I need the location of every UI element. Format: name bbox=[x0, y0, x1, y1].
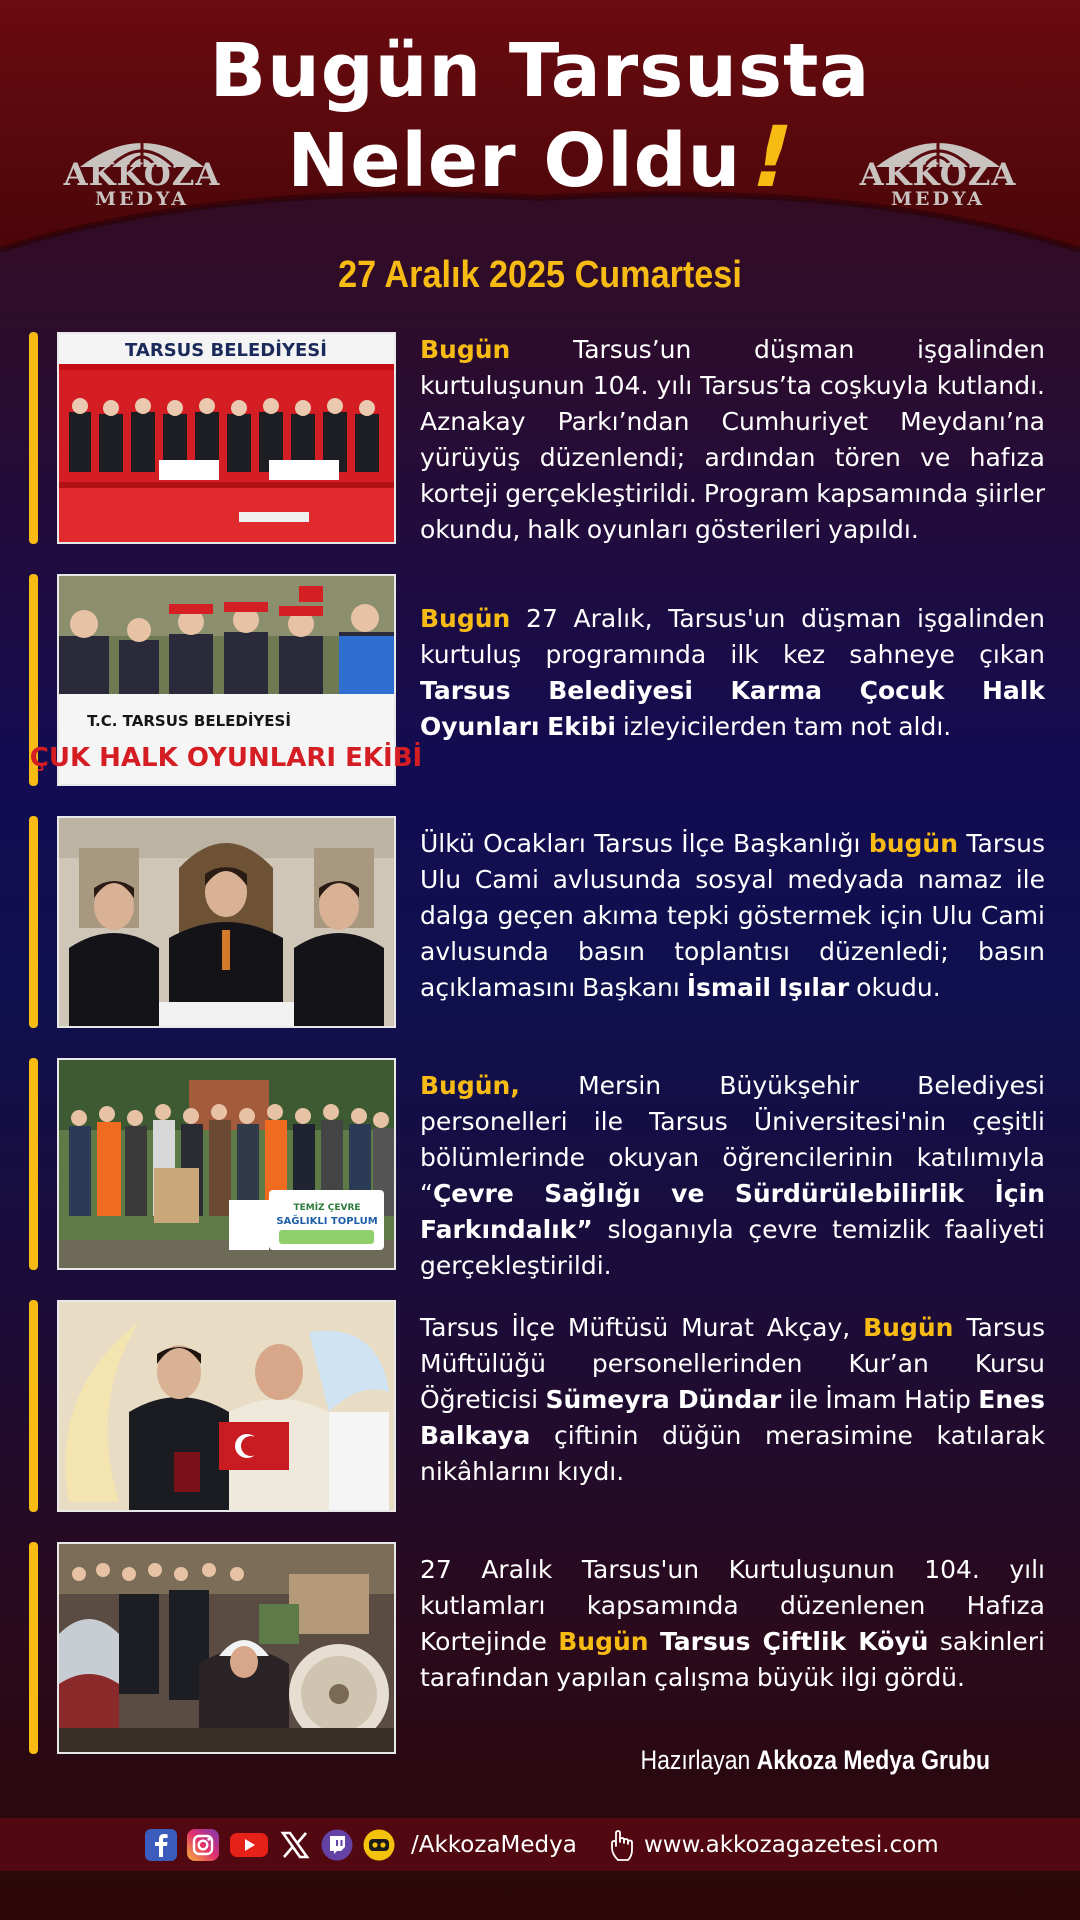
news-accent-bar bbox=[29, 1058, 38, 1270]
website-link[interactable] bbox=[608, 1828, 939, 1862]
news-body: Ülkü Ocakları Tarsus İlçe Başkanlığı bbox=[420, 829, 869, 858]
news-highlight: bugün bbox=[868, 829, 959, 858]
news-bold: Sümeyra Dündar bbox=[545, 1385, 782, 1414]
photo-sign-line-2: SAĞLIKLI TOPLUM bbox=[276, 1216, 378, 1227]
news-bold: Çevre Sağlığı ve Sürdürülebilirlik İçin Farkındalık” bbox=[420, 1179, 1045, 1244]
akkoza-logo-left bbox=[60, 125, 224, 215]
news-body: Mersin Büyükşehir Belediyesi personelleri ile Tarsus Üniversitesi'nin çeşitli bölümlerinde okuyan öğrencilerinin katılımıyla “ bbox=[420, 1071, 1045, 1208]
footer-bar bbox=[0, 1818, 1080, 1871]
news-body: ile İmam Hatip bbox=[781, 1385, 979, 1414]
photo-banner-bottom: ÇUK HALK OYUNLARI EKİBİ bbox=[29, 743, 423, 773]
header bbox=[0, 0, 1080, 275]
news-item bbox=[0, 1300, 1080, 1512]
pointer-hand-icon bbox=[608, 1828, 638, 1862]
credit-name: Akkoza Medya Grubu bbox=[756, 1745, 990, 1775]
news-body: sakinleri tarafından yapılan çalışma büyük ilgi gördü. bbox=[420, 1627, 1045, 1692]
news-photo-wedding-ceremony bbox=[57, 1300, 396, 1512]
exclamation-mark: ! bbox=[741, 108, 805, 206]
logo-text-akkoza: AKKOZA bbox=[859, 157, 1017, 193]
news-item bbox=[0, 1542, 1080, 1754]
news-text bbox=[420, 826, 1045, 1006]
news-body bbox=[649, 1627, 660, 1656]
photo-sign-line-1: TEMİZ ÇEVRE bbox=[293, 1203, 361, 1213]
photo-sign-text: TARSUS BELEDİYESİ bbox=[125, 340, 327, 361]
photo-banner-top: T.C. TARSUS BELEDİYESİ bbox=[87, 712, 291, 730]
news-bold: Enes Balkaya bbox=[420, 1385, 1045, 1450]
facebook-icon[interactable] bbox=[145, 1829, 177, 1861]
news-item bbox=[0, 816, 1080, 1028]
title-line-1: Bugün Tarsusta bbox=[209, 28, 871, 114]
news-item bbox=[0, 1058, 1080, 1280]
news-highlight: Bugün bbox=[420, 335, 511, 364]
news-highlight: Bugün bbox=[420, 604, 511, 633]
news-item bbox=[0, 332, 1080, 544]
news-body: okudu. bbox=[849, 973, 941, 1002]
news-body: Tarsus İlçe Müftüsü Murat Akçay, bbox=[420, 1313, 864, 1342]
title-line-2-text: Neler Oldu bbox=[287, 118, 742, 204]
instagram-icon[interactable] bbox=[187, 1829, 219, 1861]
news-bold: Tarsus Belediyesi Karma Çocuk Halk Oyunları Ekibi bbox=[420, 676, 1045, 741]
news-accent-bar bbox=[29, 332, 38, 544]
news-photo-cleanup-group bbox=[57, 1058, 396, 1270]
news-accent-bar bbox=[29, 1542, 38, 1754]
news-body: 27 Aralık, Tarsus'un düşman işgalinden kurtuluş programında ilk kez sahneye çıkan bbox=[420, 604, 1045, 669]
news-body: izleyicilerden tam not aldı. bbox=[615, 712, 952, 741]
logo-text-medya: MEDYA bbox=[890, 188, 986, 210]
news-text bbox=[420, 1552, 1045, 1696]
news-body: Tarsus’un düşman işgalinden kurtuluşunun 104. yılı Tarsus’ta coşkuyla kutlandı. Aznakay Parkı’ndan Cumhuriyet Meydanı’na yürüyüş düzenlendi; ardından tören ve hafıza korteji gerçekleştirildi. Program kapsamında şiirler okundu, halk oyunları gösterileri yapıldı. bbox=[420, 335, 1045, 544]
news-text bbox=[420, 1310, 1045, 1490]
news-text bbox=[420, 601, 1045, 745]
news-highlight: Bugün bbox=[863, 1313, 954, 1342]
website-url[interactable]: www.akkozagazetesi.com bbox=[644, 1832, 939, 1858]
logo-text-akkoza: AKKOZA bbox=[63, 157, 221, 193]
news-body: Tarsus Müftülüğü personellerinden Kur’an Kursu Öğreticisi bbox=[420, 1313, 1045, 1414]
news-accent-bar bbox=[29, 816, 38, 1028]
news-item bbox=[0, 574, 1080, 786]
news-highlight: Bugün, bbox=[420, 1071, 520, 1100]
twitch-icon[interactable] bbox=[321, 1829, 353, 1861]
youtube-icon[interactable] bbox=[229, 1829, 269, 1861]
akkoza-logo-right bbox=[856, 125, 1020, 215]
news-photo-ceremony bbox=[57, 332, 396, 544]
news-text bbox=[420, 332, 1045, 548]
social-handle[interactable]: /AkkozaMedya bbox=[411, 1832, 577, 1858]
date-heading: 27 Aralık 2025 Cumartesi bbox=[338, 254, 742, 296]
news-photo-memory-procession bbox=[57, 1542, 396, 1754]
news-photo-press-conference bbox=[57, 816, 396, 1028]
news-text bbox=[420, 1068, 1045, 1284]
social-links bbox=[145, 1828, 577, 1862]
news-bold: İsmail Işılar bbox=[686, 973, 850, 1002]
credit-line bbox=[625, 1745, 991, 1776]
news-photo-folk-dance-team bbox=[29, 574, 423, 786]
news-body: sloganıyla çevre temizlik faaliyeti gerçekleştirildi. bbox=[420, 1215, 1045, 1280]
news-bold: Tarsus Çiftlik Köyü bbox=[659, 1627, 929, 1656]
x-icon[interactable] bbox=[279, 1829, 311, 1861]
news-body: çiftinin düğün merasimine katılarak nikâhlarını kıydı. bbox=[420, 1421, 1045, 1486]
news-highlight: Bugün bbox=[558, 1627, 649, 1656]
news-body: 27 Aralık Tarsus'un Kurtuluşunun 104. yılı kutlamları kapsamında düzenlenen Hafıza Kortejinde bbox=[420, 1555, 1045, 1656]
credit-prefix: Hazırlayan bbox=[640, 1745, 757, 1775]
kick-icon[interactable] bbox=[363, 1829, 395, 1861]
news-accent-bar bbox=[29, 1300, 38, 1512]
news-body: Tarsus Ulu Cami avlusunda sosyal medyada namaz ile dalga geçen akıma tepki göstermek için Ulu Cami avlusunda basın toplantısı düzenledi; basın açıklamasını Başkanı bbox=[420, 829, 1046, 1002]
logo-text-medya: MEDYA bbox=[94, 188, 190, 210]
